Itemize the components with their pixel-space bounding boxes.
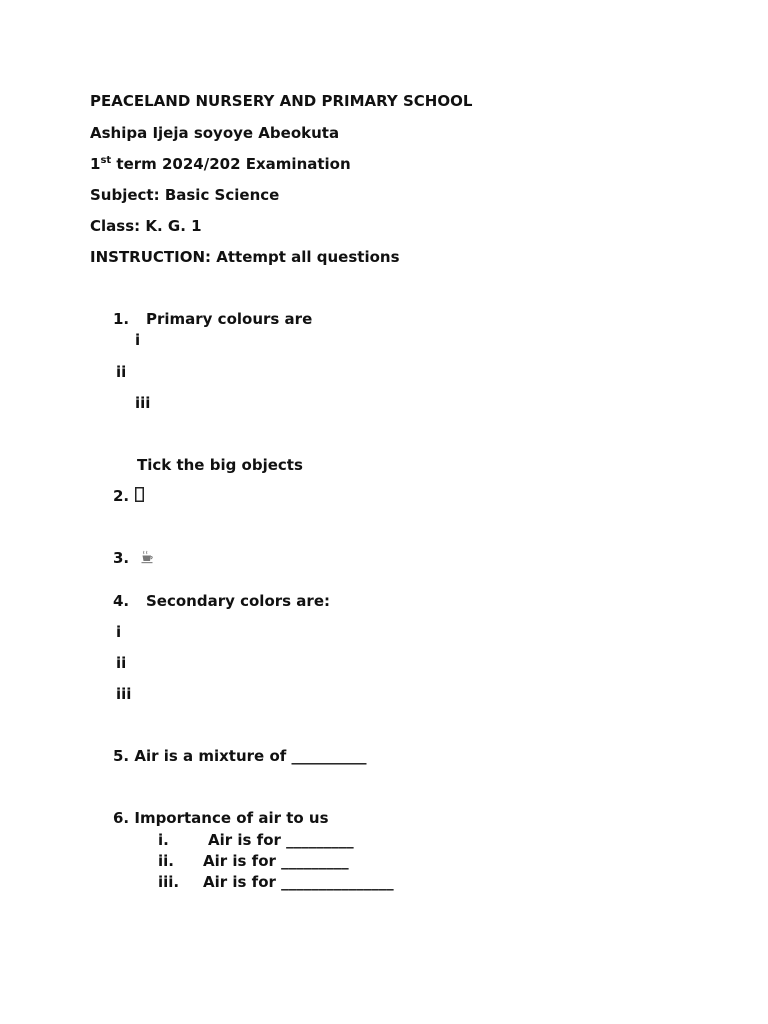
question-5: 5. Air is a mixture of __________ <box>113 747 367 765</box>
exam-term <box>90 155 351 173</box>
question-4-text: Secondary colors are: <box>146 592 330 610</box>
missing-glyph-box-icon-shape <box>135 487 144 502</box>
school-name: PEACELAND NURSERY AND PRIMARY SCHOOL <box>90 92 473 110</box>
tick-instruction: Tick the big objects <box>137 456 303 474</box>
exam-subject: Subject: Basic Science <box>90 186 280 204</box>
question-4-option-ii: ii <box>116 654 127 672</box>
question-6-item-number: ii. <box>158 852 174 870</box>
question-4-option-i: i <box>116 623 122 641</box>
exam-instruction: INSTRUCTION: Attempt all questions <box>90 248 400 266</box>
question-4-option-iii: iii <box>116 685 132 703</box>
question-4-number: 4. <box>113 592 130 610</box>
question-6-item-number: iii. <box>158 873 180 891</box>
question-6-item-text: Air is for _______________ <box>203 873 394 891</box>
question-6-item-number: i. <box>158 831 169 849</box>
term-number: 1 <box>90 155 101 173</box>
question-2-number: 2. <box>113 487 130 505</box>
question-1-option-ii: ii <box>116 363 127 381</box>
question-3-number: 3. <box>113 549 130 567</box>
term-text: term 2024/202 Examination <box>111 155 351 173</box>
term-ordinal: st <box>100 155 112 166</box>
exam-class: Class: K. G. 1 <box>90 217 202 235</box>
question-1-text: Primary colours are <box>146 310 313 328</box>
question-1-number: 1. <box>113 310 130 328</box>
question-1-option-iii: iii <box>135 394 151 412</box>
question-6-text: 6. Importance of air to us <box>113 809 329 827</box>
school-address: Ashipa Ijeja soyoye Abeokuta <box>90 124 340 142</box>
missing-glyph-box-icon <box>135 487 144 506</box>
question-6-item-text: Air is for _________ <box>203 852 349 870</box>
question-6-item-text: Air is for _________ <box>208 831 354 849</box>
question-1-option-i: i <box>135 331 141 349</box>
cup-icon-shape <box>141 550 154 564</box>
cup-icon <box>141 550 154 568</box>
